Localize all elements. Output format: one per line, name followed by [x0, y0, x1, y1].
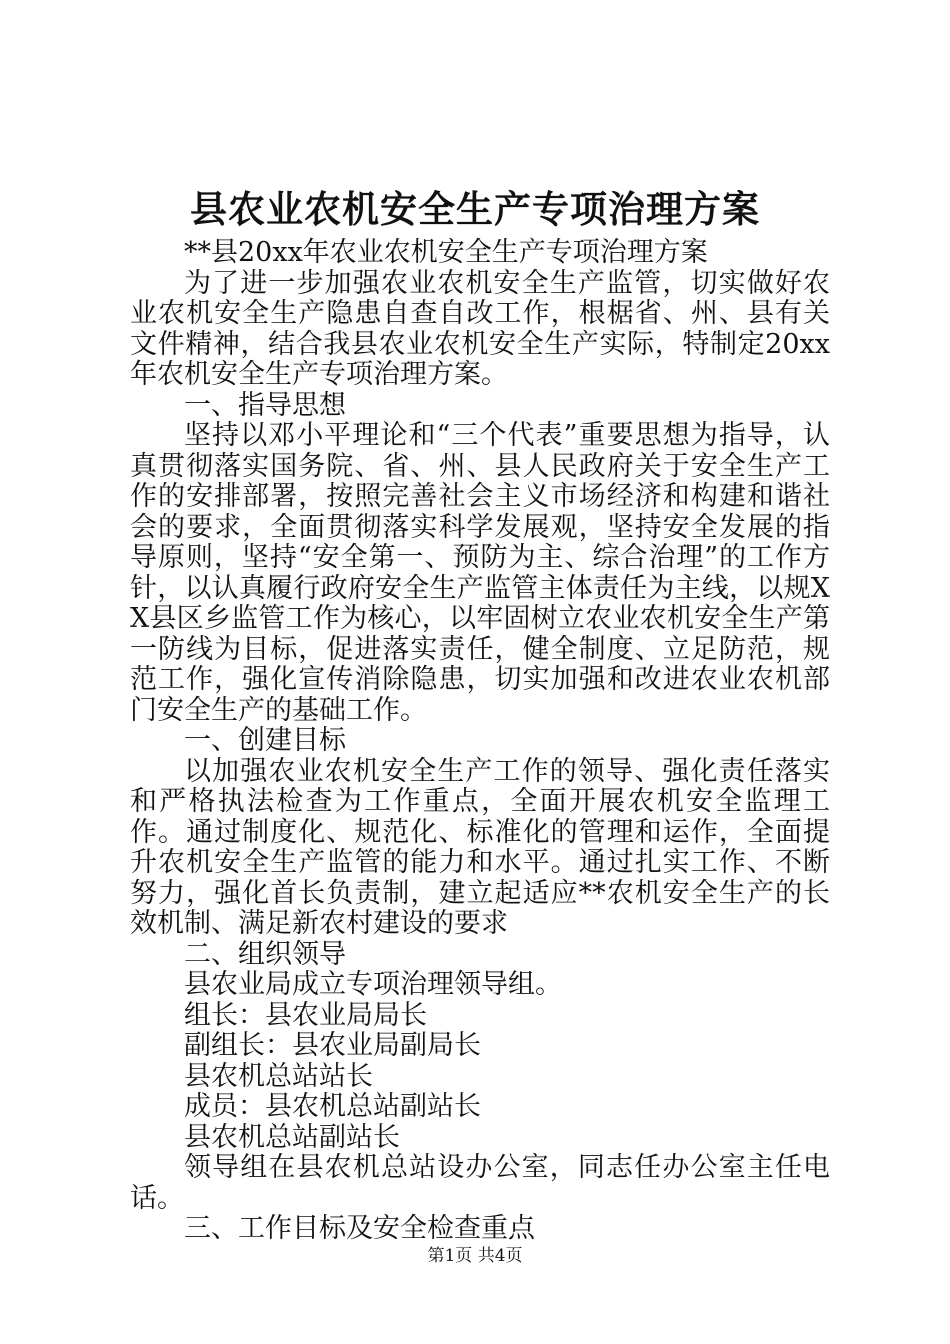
doc-subtitle: **县20xx年农业农机安全生产专项治理方案 — [184, 237, 708, 268]
organization-line: 县农机总站副站长 — [184, 1121, 400, 1153]
section-heading-goals: 一、创建目标 — [184, 725, 346, 756]
organization-line: 成员：县农机总站副站长 — [184, 1091, 481, 1122]
section-heading-guiding-ideology: 一、指导思想 — [184, 389, 346, 421]
organization-line: 副组长：县农业局副局长 — [184, 1030, 481, 1061]
section-heading-work-targets: 三、工作目标及安全检查重点 — [184, 1213, 535, 1244]
intro-paragraph: 为了进一步加强农业农机安全生产监管，切实做好农业农机安全生产隐患自查自改工作，根椐省、州、县有关文件精神，结合我县农业农机安全生产实际，特制定20xx年农机安全生产专项治理方案。 — [130, 267, 830, 390]
document-body — [130, 238, 830, 1245]
organization-line: 县农机总站站长 — [184, 1060, 373, 1092]
organization-line: 组长：县农业局局长 — [184, 999, 427, 1031]
organization-line: 领导组在县农机总站设办公室，同志任办公室主任电话。 — [130, 1152, 830, 1214]
goals-paragraph: 以加强农业农机安全生产工作的领导、强化责任落实和严格执法检查为工作重点，全面开展农机安全监理工作。通过制度化、规范化、标准化的管理和运作，全面提升农机安全生产监管的能力和水平。通过扎实工作、不断努力，强化首长负责制，建立起适应**农机安全生产的长效机制、满足新农村建设的要求 — [130, 755, 830, 939]
organization-line: 县农业局成立专项治理领导组。 — [184, 969, 562, 1000]
guiding-ideology-paragraph: 坚持以邓小平理论和“三个代表”重要思想为指导，认真贯彻落实国务院、省、州、县人民政府关于安全生产工作的安排部署，按照完善社会主义市场经济和构建和谐社会的要求，全面贯彻落实科学发展观，坚持安全发展的指导原则，坚持“安全第一、预防为主、综合治理”的工作方针，以认真履行政府安全生产监管主体责任为主线，以规XX县区乡监管工作为核心，以牢固树立农业农机安全生产第一防线为目标，促进落实责任，健全制度、立足防范，规范工作，强化宣传消除隐患，切实加强和改进农业农机部门安全生产的基础工作。 — [130, 420, 830, 726]
section-heading-organization: 二、组织领导 — [184, 938, 346, 970]
document-title: 县农业农机安全生产专项治理方案 — [190, 187, 760, 231]
page-footer: 第1页 共4页 — [427, 1246, 523, 1266]
